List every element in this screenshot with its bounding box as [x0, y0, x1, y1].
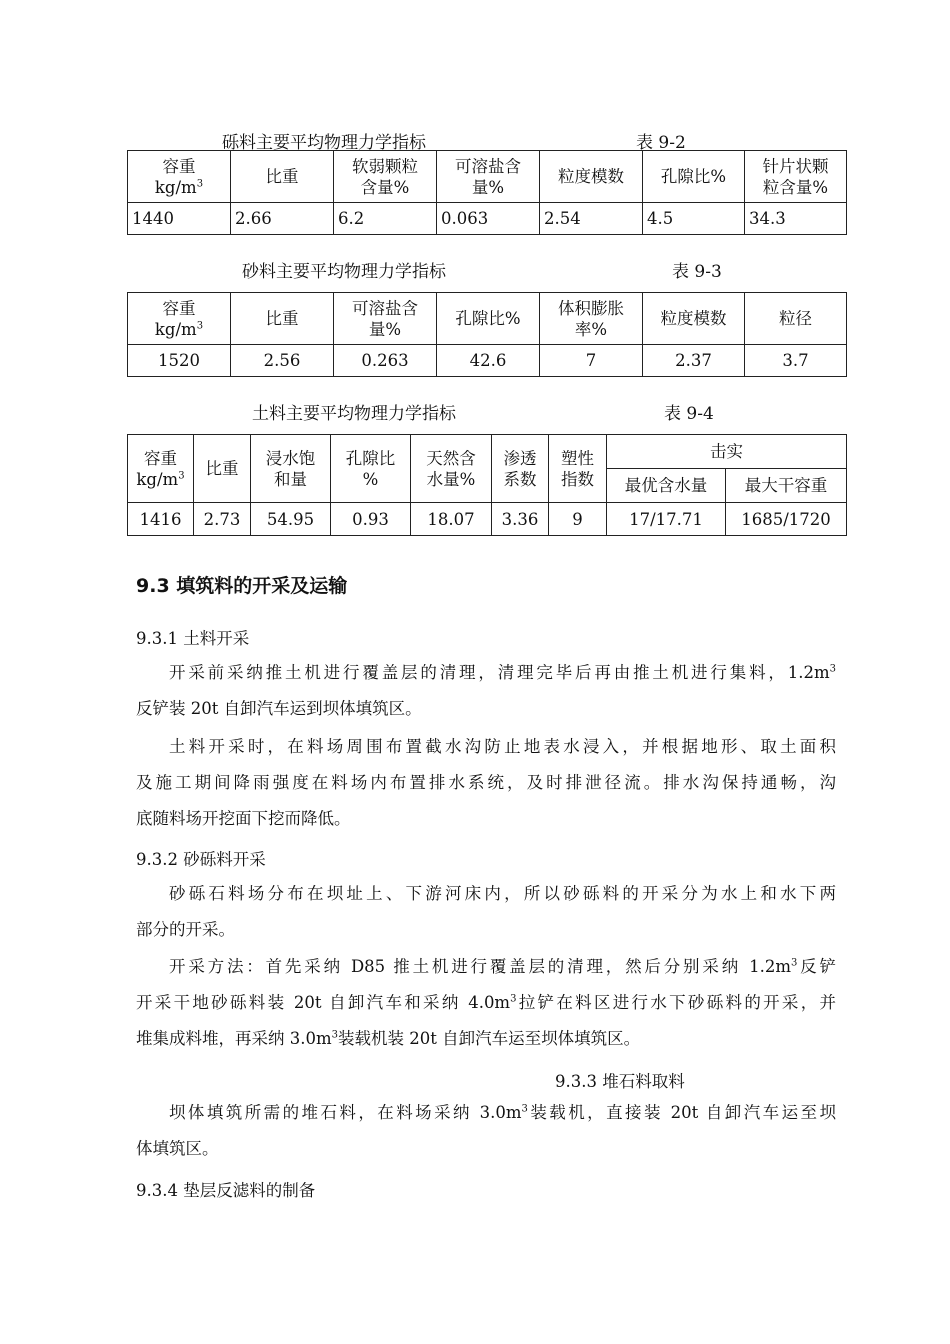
header-cell: 粒度模数	[643, 293, 745, 345]
table-row	[128, 503, 847, 536]
table-9-3-label: 表 9-3	[672, 262, 722, 282]
table-header-row	[128, 293, 847, 345]
subsection-9-3-4: 9.3.4 垫层反滤料的制备	[136, 1181, 316, 1200]
table-cell: 34.3	[745, 203, 847, 235]
table-cell: 2.56	[231, 345, 334, 377]
header-cell: 最优含水量	[607, 469, 726, 503]
header-cell: 比重	[194, 435, 251, 503]
table-9-2-label: 表 9-2	[636, 133, 686, 153]
header-cell: 粒度模数	[540, 151, 643, 203]
table-header-row	[128, 151, 847, 203]
table-cell: 0.93	[331, 503, 411, 536]
table-9-4-caption: 土料主要平均物理力学指标	[252, 404, 456, 424]
table-cell: 1416	[128, 503, 194, 536]
header-cell: 容重 $kg/m^3$	[128, 151, 231, 203]
table-cell: 7	[540, 345, 643, 377]
header-cell: 比重	[231, 293, 334, 345]
header-cell: 最大干容重	[726, 469, 847, 503]
table-cell: 42.6	[437, 345, 540, 377]
table-9-4-label: 表 9-4	[664, 404, 714, 424]
header-cell: 软弱颗粒 含量%	[334, 151, 437, 203]
header-cell: 浸水饱 和量	[251, 435, 331, 503]
table-cell: 1440	[128, 203, 231, 235]
subsection-9-3-3: 9.3.3 堆石料取料	[555, 1072, 685, 1091]
table-cell: 4.5	[643, 203, 745, 235]
header-cell: 容重 $kg/m^3$	[128, 435, 194, 503]
header-cell: 可溶盐含 量%	[437, 151, 540, 203]
header-cell: 孔隙比%	[437, 293, 540, 345]
paragraph: 开采方法：首先采纳 D85 推土机进行覆盖层的清理，然后分别采纳 $1.2m^3$反铲 开采干地砂砾料装 20t 自卸汽车和采纳 $4.0m^3$拉铲在料区进行水下砂砾料的开采，并 堆集成料堆，再采纳 $3.0m^3$装载机装 20t 自卸汽车运至坝体填筑区。	[136, 957, 837, 1048]
header-cell: 比重	[231, 151, 334, 203]
section-heading: 9.3 填筑料的开采及运输	[136, 575, 348, 597]
table-9-2-caption: 砾料主要平均物理力学指标	[222, 133, 426, 153]
table-row	[128, 203, 847, 235]
subsection-9-3-2: 9.3.2 砂砾料开采	[136, 850, 266, 869]
header-cell: 体积膨胀 率%	[540, 293, 643, 345]
header-cell: 粒径	[745, 293, 847, 345]
paragraph: 坝体填筑所需的堆石料，在料场采纳 $3.0m^3$装载机，直接装 20t 自卸汽车运至坝 体填筑区。	[136, 1103, 836, 1158]
table-cell: 2.66	[231, 203, 334, 235]
header-cell: 孔隙比 %	[331, 435, 411, 503]
header-cell: 可溶盐含 量%	[334, 293, 437, 345]
table-row	[128, 345, 847, 377]
table-cell: 18.07	[411, 503, 492, 536]
table-cell: 2.37	[643, 345, 745, 377]
table-cell: 2.73	[194, 503, 251, 536]
table-cell: 2.54	[540, 203, 643, 235]
header-cell: 塑性 指数	[549, 435, 607, 503]
table-cell: 1685/1720	[726, 503, 847, 536]
table-9-2	[127, 150, 847, 235]
header-cell: 天然含 水量%	[411, 435, 492, 503]
table-cell: 6.2	[334, 203, 437, 235]
header-cell: 针片状颗 粒含量%	[745, 151, 847, 203]
subsection-9-3-1: 9.3.1 土料开采	[136, 629, 250, 648]
header-cell: 孔隙比%	[643, 151, 745, 203]
paragraph: 土料开采时，在料场周围布置截水沟防止地表水浸入，并根据地形、取土面积 及施工期间降雨强度在料场内布置排水系统，及时排泄径流。排水沟保持通畅，沟 底随料场开挖面下挖而降低。	[136, 737, 836, 828]
header-cell-compaction: 击实	[607, 435, 847, 469]
table-cell: 0.063	[437, 203, 540, 235]
table-cell: 54.95	[251, 503, 331, 536]
table-cell: 1520	[128, 345, 231, 377]
header-cell: 渗透 系数	[492, 435, 549, 503]
table-cell: 0.263	[334, 345, 437, 377]
table-cell: 3.36	[492, 503, 549, 536]
table-9-4	[127, 434, 847, 536]
table-cell: 3.7	[745, 345, 847, 377]
table-9-3	[127, 292, 847, 377]
paragraph: 砂砾石料场分布在坝址上、下游河床内，所以砂砾料的开采分为水上和水下两 部分的开采。	[136, 884, 836, 939]
table-cell: 9	[549, 503, 607, 536]
table-9-3-caption: 砂料主要平均物理力学指标	[242, 262, 446, 282]
header-cell: 容重 $kg/m^3$	[128, 293, 231, 345]
paragraph: 开采前采纳推土机进行覆盖层的清理，清理完毕后再由推土机进行集料，$1.2m^3$ 反铲装 20t 自卸汽车运到坝体填筑区。	[136, 663, 836, 718]
table-cell: 17/17.71	[607, 503, 726, 536]
table-header-row	[128, 435, 847, 469]
